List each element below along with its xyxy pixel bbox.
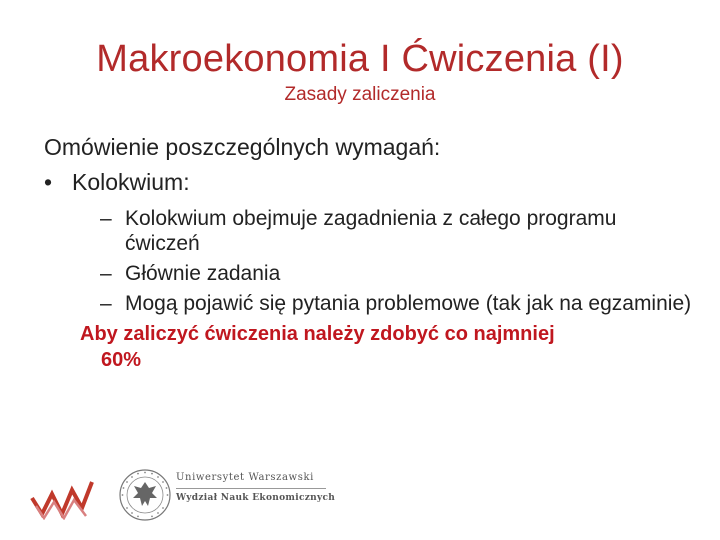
eagle-seal-icon bbox=[118, 468, 172, 522]
bullet-text: Kolokwium: bbox=[72, 169, 190, 195]
sub-item-text: Kolokwium obejmuje zagadnienia z całego programu ćwiczeń bbox=[125, 207, 617, 255]
bullet-kolokwium bbox=[44, 167, 694, 198]
sub-item bbox=[100, 291, 694, 316]
sub-item bbox=[100, 206, 694, 256]
sub-item-text: Mogą pojawić się pytania problemowe (tak jak na egzaminie) bbox=[125, 292, 692, 315]
emphasis-line-2: 60% bbox=[101, 349, 142, 371]
slide-title: Makroekonomia I Ćwiczenia (I) bbox=[96, 38, 624, 80]
sub-item bbox=[100, 261, 694, 286]
bullet-mark: • bbox=[44, 169, 53, 195]
slide-subtitle: Zasady zaliczenia bbox=[284, 84, 436, 105]
sub-list bbox=[100, 206, 694, 316]
emphasis-text bbox=[80, 321, 694, 373]
footer-divider bbox=[176, 488, 326, 489]
dash-mark: – bbox=[100, 292, 112, 315]
zigzag-logo-icon bbox=[30, 478, 94, 520]
dash-mark: – bbox=[100, 207, 112, 230]
intro-text: Omówienie poszczególnych wymagań: bbox=[44, 134, 441, 160]
faculty-name: Wydział Nauk Ekonomicznych bbox=[176, 493, 336, 503]
slide-content bbox=[44, 132, 694, 373]
sub-item-text: Głównie zadania bbox=[125, 262, 281, 285]
footer-logos bbox=[30, 468, 336, 528]
dash-mark: – bbox=[100, 262, 112, 285]
emphasis-line-1: Aby zaliczyć ćwiczenia należy zdobyć co najmniej bbox=[80, 323, 555, 345]
university-name: Uniwersytet Warszawski bbox=[176, 472, 314, 483]
